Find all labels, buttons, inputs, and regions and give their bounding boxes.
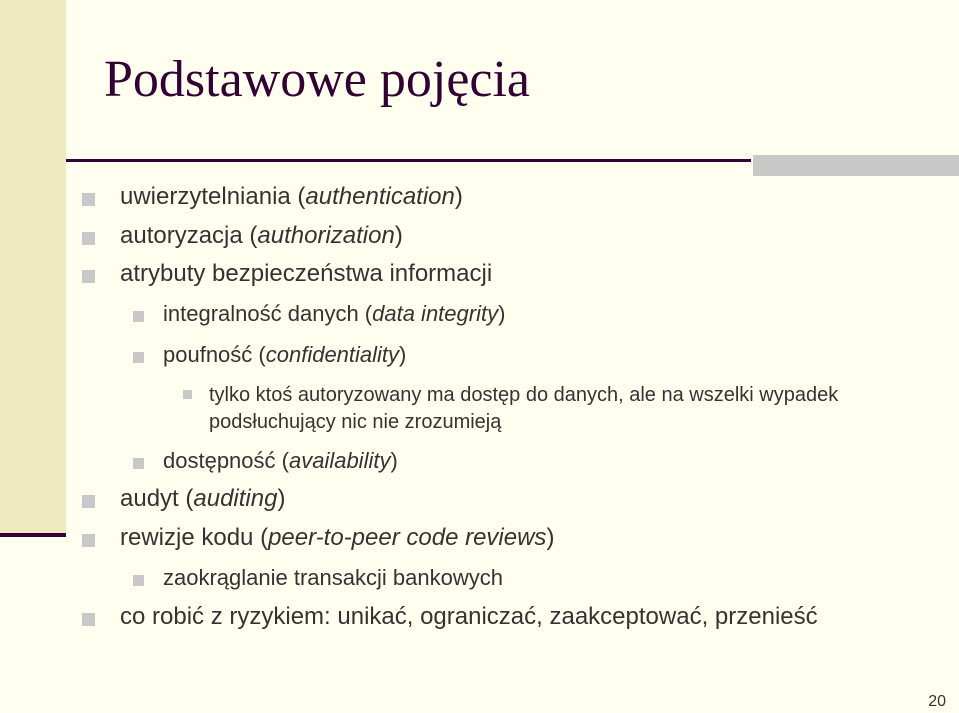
- list-item: tylko ktoś autoryzowany ma dostęp do danych, ale na wszelki wypadek podsłuchujący nic nie zrozumieją: [209, 382, 909, 435]
- square-bullet-icon: [133, 352, 144, 363]
- square-bullet-icon: [133, 311, 144, 322]
- list-item: dostępność (availability): [163, 448, 398, 474]
- list-item: integralność danych (data integrity): [163, 301, 505, 327]
- square-bullet-icon: [82, 613, 95, 626]
- list-item: atrybuty bezpieczeństwa informacji: [120, 260, 492, 289]
- square-bullet-icon: [133, 575, 144, 586]
- list-item: audyt (auditing): [120, 485, 285, 514]
- list-item: poufność (confidentiality): [163, 342, 406, 368]
- list-item: zaokrąglanie transakcji bankowych: [163, 565, 503, 591]
- square-bullet-icon: [82, 232, 95, 245]
- list-item: rewizje kodu (peer-to-peer code reviews): [120, 524, 554, 553]
- square-bullet-icon: [183, 390, 192, 399]
- list-item: uwierzytelniania (authentication): [120, 183, 463, 212]
- list-item: co robić z ryzykiem: unikać, ograniczać, zaakceptować, przenieść: [120, 603, 818, 632]
- page-number: 20: [928, 693, 946, 710]
- square-bullet-icon: [82, 193, 95, 206]
- slide-title: Podstawowe pojęcia: [104, 51, 531, 108]
- square-bullet-icon: [82, 495, 95, 508]
- square-bullet-icon: [133, 458, 144, 469]
- square-bullet-icon: [82, 534, 95, 547]
- list-item: autoryzacja (authorization): [120, 222, 403, 251]
- square-bullet-icon: [82, 270, 95, 283]
